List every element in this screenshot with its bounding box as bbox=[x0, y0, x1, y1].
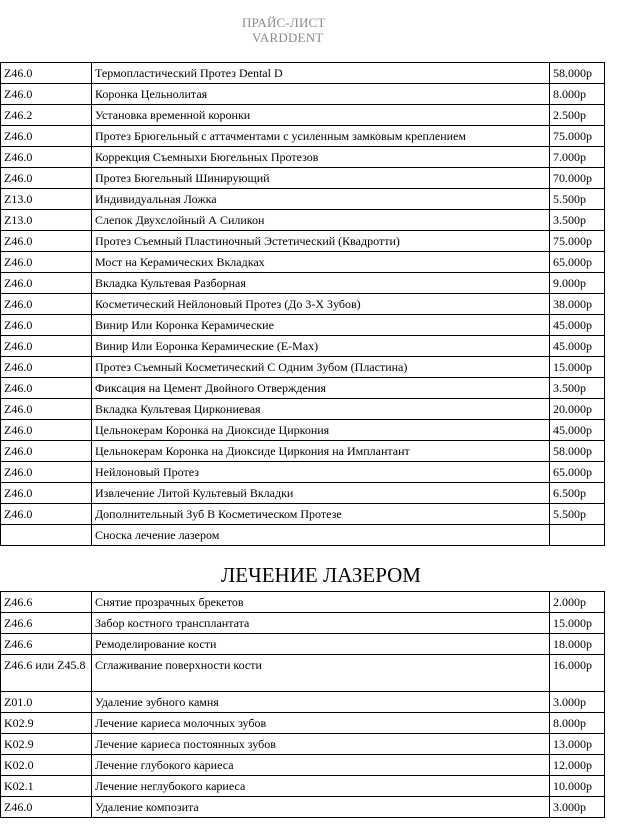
service-name-cell: Удаление зубного камня bbox=[92, 692, 550, 713]
price-cell: 2.500р bbox=[550, 105, 605, 126]
service-name-cell: Мост на Керамических Вкладках bbox=[92, 252, 550, 273]
service-name-cell: Вкладка Культевая Циркониевая bbox=[92, 399, 550, 420]
service-name-cell: Сглаживание поверхности кости bbox=[92, 655, 550, 692]
main-price-table bbox=[0, 62, 605, 546]
page-title: ПРАЙС-ЛИСТ bbox=[242, 15, 326, 30]
page-header bbox=[0, 15, 621, 45]
price-cell: 5.500р bbox=[550, 189, 605, 210]
price-cell: 58.000р bbox=[550, 63, 605, 84]
table-row bbox=[1, 63, 605, 84]
table-row bbox=[1, 147, 605, 168]
price-cell: 45.000р bbox=[550, 420, 605, 441]
price-cell: 8.000р bbox=[550, 84, 605, 105]
price-cell: 75.000р bbox=[550, 126, 605, 147]
code-cell: Z46.6 bbox=[1, 613, 92, 634]
table-row bbox=[1, 592, 605, 613]
code-cell: Z46.2 bbox=[1, 105, 92, 126]
code-cell: K02.0 bbox=[1, 755, 92, 776]
table-row bbox=[1, 378, 605, 399]
code-cell: Z46.0 bbox=[1, 399, 92, 420]
code-cell: Z46.0 bbox=[1, 378, 92, 399]
service-name-cell: Сноска лечение лазером bbox=[92, 525, 550, 546]
service-name-cell: Лечение кариеса молочных зубов bbox=[92, 713, 550, 734]
code-cell: Z46.0 bbox=[1, 483, 92, 504]
price-cell: 70.000р bbox=[550, 168, 605, 189]
clinic-name: VARDDENT bbox=[252, 30, 324, 45]
code-cell: Z46.0 bbox=[1, 462, 92, 483]
code-cell: Z46.6 или Z45.8 bbox=[1, 655, 92, 692]
price-cell: 15.000р bbox=[550, 357, 605, 378]
table-row bbox=[1, 84, 605, 105]
service-name-cell: Термопластический Протез Dental D bbox=[92, 63, 550, 84]
service-name-cell: Фиксация на Цемент Двойного Отверждения bbox=[92, 378, 550, 399]
table-row bbox=[1, 336, 605, 357]
service-name-cell: Лечение кариеса постоянных зубов bbox=[92, 734, 550, 755]
table-row bbox=[1, 776, 605, 797]
service-name-cell: Коронка Цельнолитая bbox=[92, 84, 550, 105]
service-name-cell: Цельнокерам Коронка на Диоксиде Циркония на Имплантант bbox=[92, 441, 550, 462]
table-row bbox=[1, 126, 605, 147]
code-cell: Z46.0 bbox=[1, 504, 92, 525]
price-cell: 18.000р bbox=[550, 634, 605, 655]
service-name-cell: Протез Бюгельный Шинирующий bbox=[92, 168, 550, 189]
table-row bbox=[1, 168, 605, 189]
code-cell: K02.9 bbox=[1, 713, 92, 734]
code-cell: Z46.0 bbox=[1, 168, 92, 189]
code-cell: Z46.0 bbox=[1, 357, 92, 378]
service-name-cell: Забор костного трансплантата bbox=[92, 613, 550, 634]
service-name-cell: Установка временной коронки bbox=[92, 105, 550, 126]
price-cell: 3.500р bbox=[550, 210, 605, 231]
service-name-cell: Вкладка Культевая Разборная bbox=[92, 273, 550, 294]
table-row bbox=[1, 613, 605, 634]
price-cell: 45.000р bbox=[550, 336, 605, 357]
laser-price-table-body bbox=[1, 592, 605, 818]
code-cell: Z46.0 bbox=[1, 252, 92, 273]
service-name-cell: Коррекция Съемныхи Бюгельных Протезов bbox=[92, 147, 550, 168]
service-name-cell: Извлечение Литой Культевый Вкладки bbox=[92, 483, 550, 504]
price-cell: 3.000р bbox=[550, 692, 605, 713]
price-cell: 3.500р bbox=[550, 378, 605, 399]
table-row bbox=[1, 231, 605, 252]
table-row bbox=[1, 357, 605, 378]
table-row bbox=[1, 105, 605, 126]
table-row bbox=[1, 294, 605, 315]
price-cell: 65.000р bbox=[550, 462, 605, 483]
table-row bbox=[1, 634, 605, 655]
price-cell: 16.000р bbox=[550, 655, 605, 692]
main-price-table-body bbox=[1, 63, 605, 546]
price-cell: 6.500р bbox=[550, 483, 605, 504]
code-cell: Z46.0 bbox=[1, 441, 92, 462]
table-row bbox=[1, 441, 605, 462]
service-name-cell: Протез Съемный Пластиночный Эстетический (Квадротти) bbox=[92, 231, 550, 252]
table-row bbox=[1, 252, 605, 273]
service-name-cell: Лечение неглубокого кариеса bbox=[92, 776, 550, 797]
code-cell: Z46.0 bbox=[1, 231, 92, 252]
code-cell: Z46.0 bbox=[1, 294, 92, 315]
table-row bbox=[1, 755, 605, 776]
code-cell: Z46.0 bbox=[1, 797, 92, 818]
code-cell: Z46.0 bbox=[1, 420, 92, 441]
price-cell: 75.000р bbox=[550, 231, 605, 252]
price-cell: 15.000р bbox=[550, 613, 605, 634]
code-cell: K02.1 bbox=[1, 776, 92, 797]
code-cell: Z46.0 bbox=[1, 273, 92, 294]
table-row bbox=[1, 692, 605, 713]
service-name-cell: Протез Съемный Косметический С Одним Зубом (Пластина) bbox=[92, 357, 550, 378]
table-row bbox=[1, 273, 605, 294]
service-name-cell: Дополнительный Зуб В Косметическом Протезе bbox=[92, 504, 550, 525]
code-cell: Z46.0 bbox=[1, 84, 92, 105]
price-cell: 45.000р bbox=[550, 315, 605, 336]
table-row bbox=[1, 189, 605, 210]
table-row bbox=[1, 483, 605, 504]
code-cell bbox=[1, 525, 92, 546]
price-cell: 58.000р bbox=[550, 441, 605, 462]
code-cell: Z46.0 bbox=[1, 147, 92, 168]
table-row bbox=[1, 504, 605, 525]
price-cell: 3.000р bbox=[550, 797, 605, 818]
table-row bbox=[1, 713, 605, 734]
service-name-cell: Винир Или Коронка Керамические bbox=[92, 315, 550, 336]
price-cell: 7.000р bbox=[550, 147, 605, 168]
service-name-cell: Снятие прозрачных брекетов bbox=[92, 592, 550, 613]
price-cell: 38.000р bbox=[550, 294, 605, 315]
code-cell: Z13.0 bbox=[1, 189, 92, 210]
code-cell: Z46.6 bbox=[1, 592, 92, 613]
price-cell: 2.000р bbox=[550, 592, 605, 613]
code-cell: Z46.0 bbox=[1, 126, 92, 147]
service-name-cell: Удаление композита bbox=[92, 797, 550, 818]
service-name-cell: Слепок Двухслойный А Силикон bbox=[92, 210, 550, 231]
laser-price-table bbox=[0, 591, 605, 818]
price-cell: 65.000р bbox=[550, 252, 605, 273]
table-row bbox=[1, 655, 605, 692]
table-row bbox=[1, 462, 605, 483]
code-cell: K02.9 bbox=[1, 734, 92, 755]
table-row bbox=[1, 210, 605, 231]
service-name-cell: Нейлоновый Протез bbox=[92, 462, 550, 483]
table-row bbox=[1, 420, 605, 441]
code-cell: Z13.0 bbox=[1, 210, 92, 231]
table-row bbox=[1, 734, 605, 755]
price-cell: 8.000р bbox=[550, 713, 605, 734]
price-cell: 13.000р bbox=[550, 734, 605, 755]
service-name-cell: Ремоделирование кости bbox=[92, 634, 550, 655]
table-row bbox=[1, 315, 605, 336]
price-cell: 9.000р bbox=[550, 273, 605, 294]
service-name-cell: Протез Брюгельный с аттачментами с усиленным замковым креплением bbox=[92, 126, 550, 147]
service-name-cell: Лечение глубокого кариеса bbox=[92, 755, 550, 776]
service-name-cell: Косметический Нейлоновый Протез (До 3-Х Зубов) bbox=[92, 294, 550, 315]
price-cell: 12.000р bbox=[550, 755, 605, 776]
service-name-cell: Индивидуальная Ложка bbox=[92, 189, 550, 210]
price-cell: 5.500р bbox=[550, 504, 605, 525]
laser-section-title: ЛЕЧЕНИЕ ЛАЗЕРОМ bbox=[221, 563, 421, 587]
price-cell: 20.000р bbox=[550, 399, 605, 420]
code-cell: Z46.0 bbox=[1, 63, 92, 84]
service-name-cell: Винир Или Еоронка Керамические (E-Max) bbox=[92, 336, 550, 357]
code-cell: Z01.0 bbox=[1, 692, 92, 713]
table-row bbox=[1, 399, 605, 420]
price-cell: 10.000р bbox=[550, 776, 605, 797]
price-cell bbox=[550, 525, 605, 546]
code-cell: Z46.6 bbox=[1, 634, 92, 655]
service-name-cell: Цельнокерам Коронка на Диоксиде Циркония bbox=[92, 420, 550, 441]
table-row bbox=[1, 525, 605, 546]
code-cell: Z46.0 bbox=[1, 315, 92, 336]
table-row bbox=[1, 797, 605, 818]
code-cell: Z46.0 bbox=[1, 336, 92, 357]
